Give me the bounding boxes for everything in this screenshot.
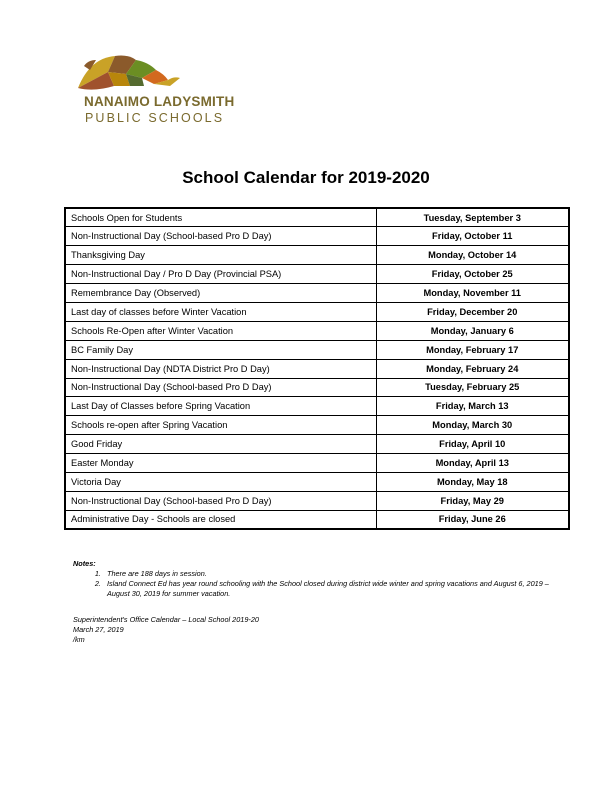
table-row xyxy=(65,397,569,416)
table-row xyxy=(65,208,569,227)
event-cell: Victoria Day xyxy=(65,472,376,491)
date-cell: Monday, April 13 xyxy=(376,454,569,473)
table-row xyxy=(65,378,569,397)
event-cell: Remembrance Day (Observed) xyxy=(65,284,376,303)
date-cell: Tuesday, February 25 xyxy=(376,378,569,397)
date-cell: Monday, March 30 xyxy=(376,416,569,435)
page-title: School Calendar for 2019-2020 xyxy=(182,168,430,187)
table-row xyxy=(65,340,569,359)
salmon-logo-icon xyxy=(70,48,190,98)
date-cell: Friday, March 13 xyxy=(376,397,569,416)
date-cell: Monday, October 14 xyxy=(376,246,569,265)
logo-line-district: NANAIMO LADYSMITH xyxy=(84,94,235,109)
event-cell: Non-Instructional Day (NDTA District Pro D Day) xyxy=(65,359,376,378)
date-cell: Monday, February 17 xyxy=(376,340,569,359)
event-cell: Non-Instructional Day (School-based Pro D Day) xyxy=(65,227,376,246)
date-cell: Friday, June 26 xyxy=(376,510,569,529)
table-row xyxy=(65,454,569,473)
table-row xyxy=(65,284,569,303)
table-row xyxy=(65,302,569,321)
event-cell: Easter Monday xyxy=(65,454,376,473)
event-cell: Last Day of Classes before Spring Vacation xyxy=(65,397,376,416)
event-cell: Thanksgiving Day xyxy=(65,246,376,265)
table-row xyxy=(65,416,569,435)
logo-line-schools: PUBLIC SCHOOLS xyxy=(85,111,225,125)
event-cell: Administrative Day - Schools are closed xyxy=(65,510,376,529)
date-cell: Monday, January 6 xyxy=(376,321,569,340)
event-cell: Schools Open for Students xyxy=(65,208,376,227)
district-logo xyxy=(70,48,250,133)
date-cell: Monday, May 18 xyxy=(376,472,569,491)
notes-list xyxy=(73,569,553,599)
event-cell: Schools Re-Open after Winter Vacation xyxy=(65,321,376,340)
notes-heading: Notes: xyxy=(73,559,96,568)
table-row xyxy=(65,321,569,340)
event-cell: Non-Instructional Day (School-based Pro D Day) xyxy=(65,491,376,510)
event-cell: Schools re-open after Spring Vacation xyxy=(65,416,376,435)
table-row xyxy=(65,435,569,454)
event-cell: Non-Instructional Day (School-based Pro D Day) xyxy=(65,378,376,397)
event-cell: Non-Instructional Day / Pro D Day (Provincial PSA) xyxy=(65,265,376,284)
date-cell: Monday, November 11 xyxy=(376,284,569,303)
table-row xyxy=(65,491,569,510)
event-cell: Last day of classes before Winter Vacation xyxy=(65,302,376,321)
footer-date: March 27, 2019 xyxy=(73,625,124,634)
date-cell: Tuesday, September 3 xyxy=(376,208,569,227)
date-cell: Friday, May 29 xyxy=(376,491,569,510)
footer-office: Superintendent's Office Calendar – Local School 2019-20 xyxy=(73,615,259,624)
event-cell: BC Family Day xyxy=(65,340,376,359)
footer xyxy=(73,615,259,645)
note-item: 2. Island Connect Ed has year round schooling with the School closed during district wide winter and spring vacations and August 6, 2019 – August 30, 2019 for summer vacation. xyxy=(103,579,553,599)
date-cell: Friday, October 11 xyxy=(376,227,569,246)
table-row xyxy=(65,472,569,491)
calendar-table xyxy=(64,207,570,530)
table-row xyxy=(65,246,569,265)
date-cell: Friday, April 10 xyxy=(376,435,569,454)
event-cell: Good Friday xyxy=(65,435,376,454)
table-row xyxy=(65,227,569,246)
date-cell: Monday, February 24 xyxy=(376,359,569,378)
table-row xyxy=(65,359,569,378)
date-cell: Friday, October 25 xyxy=(376,265,569,284)
date-cell: Friday, December 20 xyxy=(376,302,569,321)
note-item: 1. There are 188 days in session. xyxy=(103,569,553,579)
table-row xyxy=(65,265,569,284)
notes-section xyxy=(73,559,553,599)
footer-initials: /km xyxy=(73,635,85,644)
table-row xyxy=(65,510,569,529)
